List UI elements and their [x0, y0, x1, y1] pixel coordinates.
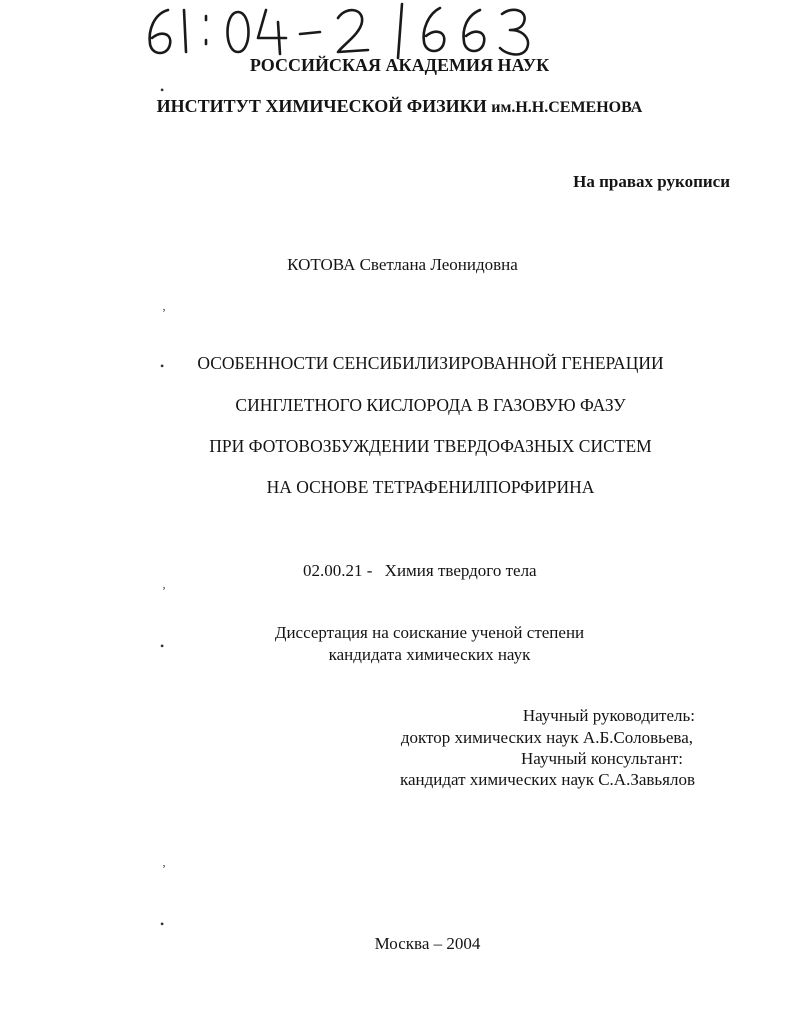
- scan-speck: •: [160, 359, 165, 373]
- title-line-1: ОСОБЕННОСТИ СЕНСИБИЛИЗИРОВАННОЙ ГЕНЕРАЦИИ: [197, 353, 664, 373]
- specialty: [303, 562, 537, 579]
- specialty-code: 02.00.21 -: [303, 561, 373, 580]
- author-name: КОТОВА Светлана Леонидовна: [287, 255, 518, 274]
- supervisor-label: Научный руководитель:: [522, 706, 695, 725]
- consultant-label: Научный консультант:: [521, 749, 683, 768]
- degree-line-2: кандидата химических наук: [328, 645, 531, 664]
- supervisor-name: доктор химических наук А.Б.Соловьева,: [400, 728, 693, 747]
- scan-speck: ‚: [162, 577, 166, 591]
- institute-heading: [0, 97, 799, 116]
- academy-heading: РОССИЙСКАЯ АКАДЕМИЯ НАУК: [249, 55, 550, 75]
- scan-speck: •: [160, 917, 165, 931]
- institute-main: ИНСТИТУТ ХИМИЧЕСКОЙ ФИЗИКИ: [156, 96, 487, 116]
- title-line-2: СИНГЛЕТНОГО КИСЛОРОДА В ГАЗОВУЮ ФАЗУ: [235, 395, 626, 415]
- scan-speck: •: [160, 639, 165, 653]
- place-and-year: Москва – 2004: [374, 934, 481, 953]
- title-line-3: ПРИ ФОТОВОЗБУЖДЕНИИ ТВЕРДОФАЗНЫХ СИСТЕМ: [209, 436, 652, 456]
- handwritten-archive-mark: [140, 0, 560, 62]
- scan-speck: ‚: [162, 855, 166, 869]
- degree-line-1: Диссертация на соискание ученой степени: [274, 623, 585, 642]
- specialty-name: Химия твердого тела: [384, 561, 537, 580]
- scan-speck: •: [160, 83, 165, 97]
- scan-speck: ‚: [162, 299, 166, 313]
- rights-note: На правах рукописи: [573, 172, 730, 191]
- title-line-4: НА ОСНОВЕ ТЕТРАФЕНИЛПОРФИРИНА: [266, 477, 595, 497]
- consultant-name: кандидат химических наук С.А.Завьялов: [399, 770, 695, 789]
- institute-name: им.Н.Н.СЕМЕНОВА: [491, 99, 643, 116]
